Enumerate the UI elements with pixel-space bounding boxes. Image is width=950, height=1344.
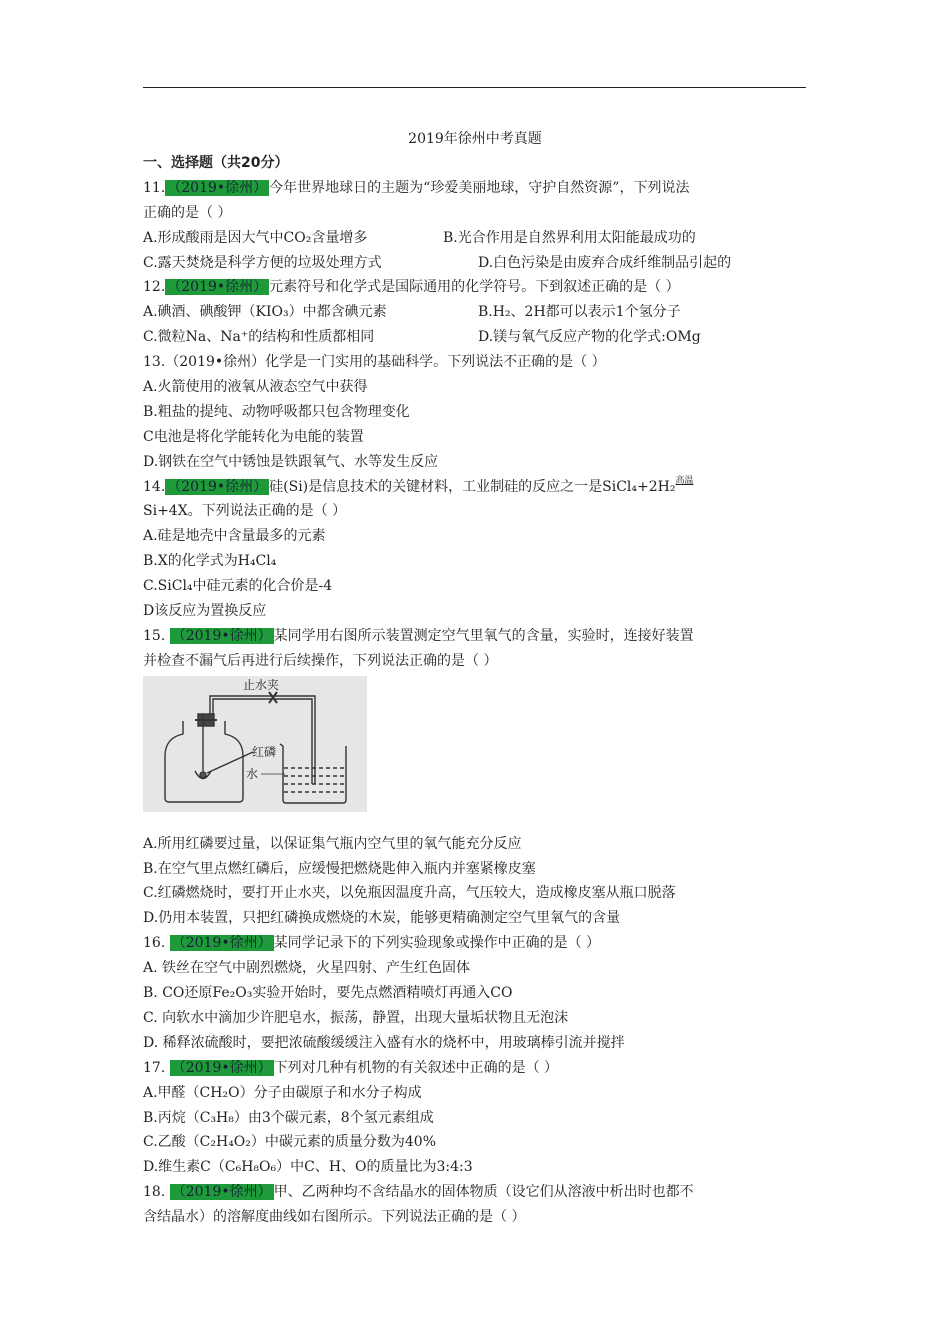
option-b: B.在空气里点燃红磷后，应缓慢把燃烧匙伸入瓶内并塞紧橡皮塞 [143, 860, 536, 877]
question-14-stem: 14. （2019•徐州） 硅(Si)是信息技术的关键材料，工业制硅的反应之一是SiCl₄+2H₂$^{高温}$ [143, 475, 694, 495]
question-15-stem: 15. （2019•徐州） 某同学用右图所示装置测定空气里氧气的含量，实验时，连接好装置 [143, 627, 694, 644]
question-18-stem: 18. （2019•徐州） 甲、乙两种均不含结晶水的固体物质（设它们从溶液中析出时也都不 [143, 1184, 694, 1201]
option-d: D. 稀释浓硫酸时，要把浓硫酸缓缓注入盛有水的烧杯中，用玻璃棒引流并搅拌 [143, 1034, 625, 1051]
page-title: 2019年徐州中考真题 [408, 131, 542, 147]
question-18-stem-cont: 含结晶水）的溶解度曲线如右图所示。下列说法正确的是（ ） [143, 1209, 526, 1226]
option-c: C. 向软水中滴加少许肥皂水，振荡，静置，出现大量垢状物且无泡沫 [143, 1009, 569, 1026]
option-a: A.碘酒、碘酸钾（KIO₃）中都含碘元素 [143, 304, 387, 321]
question-14-stem-cont: Si+4X。下列说法正确的是（ ） [143, 503, 347, 520]
question-12-options-cd [143, 325, 806, 350]
option-c: C.露天焚烧是科学方便的垃圾处理方式 [143, 254, 382, 271]
option-b: B.X的化学式为H₄Cl₄ [143, 553, 277, 570]
source-tag: （2019•徐州） [167, 478, 268, 495]
option-c: C电池是将化学能转化为电能的装置 [143, 428, 364, 445]
question-11-stem-cont: 正确的是（ ） [143, 204, 232, 221]
question-12-stem: 12. （2019•徐州） 元素符号和化学式是国际通用的化学符号。下到叙述正确的是（ ） [143, 279, 680, 296]
reaction-condition: 高温 [675, 475, 694, 486]
question-13-stem: 13.（2019•徐州）化学是一门实用的基础科学。下列说法不正确的是（ ） [143, 354, 606, 371]
option-a: A. 铁丝在空气中剧烈燃烧，火星四射、产生红色固体 [143, 960, 471, 977]
question-17-stem: 17. （2019•徐州） 下列对几种有机物的有关叙述中正确的是（ ） [143, 1059, 559, 1076]
document-body [143, 151, 806, 1230]
option-a: A.形成酸雨是因大气中CO₂含量增多 [143, 229, 368, 246]
option-a: A.火箭使用的液氧从液态空气中获得 [143, 379, 368, 396]
option-d: D.仍用本装置，只把红磷换成燃烧的木炭，能够更精确测定空气里氧气的含量 [143, 910, 621, 927]
source-tag: （2019•徐州） [167, 179, 268, 196]
question-11-options-ab [143, 226, 806, 251]
question-11-stem: 11. （2019•徐州） 今年世界地球日的主题为“珍爱美丽地球，守护自然资源”，下列说法 [143, 179, 690, 196]
header-rule [143, 87, 806, 88]
label-phosphorus: 红磷 [252, 744, 277, 759]
label-water: 水 [246, 766, 259, 781]
source-tag: （2019•徐州） [171, 627, 272, 644]
label-clamp: 止水夹 [243, 677, 280, 692]
glass-tube [210, 696, 315, 784]
option-b: B.H₂、2H都可以表示1个氢分子 [478, 304, 681, 321]
source-tag: （2019•徐州） [171, 1184, 272, 1201]
option-a: A.甲醛（CH₂O）分子由碳原子和水分子构成 [143, 1084, 422, 1101]
option-c: C.SiCl₄中硅元素的化合价是-4 [143, 578, 333, 595]
apparatus-figure [143, 676, 367, 812]
question-12-options-ab [143, 300, 806, 325]
option-d: D.白色污染是由废弃合成纤维制品引起的 [478, 254, 732, 271]
option-c: C.微粒Na、Na⁺的结构和性质都相同 [143, 329, 375, 346]
option-a: A.硅是地壳中含量最多的元素 [143, 528, 326, 545]
option-d: D.镁与氧气反应产物的化学式:OMg [478, 329, 701, 346]
section-heading: 一、选择题（共20分） [143, 155, 289, 171]
question-15-stem-cont: 并检查不漏气后再进行后续操作，下列说法正确的是（ ） [143, 652, 498, 669]
option-b: B.光合作用是自然界利用太阳能最成功的 [443, 229, 696, 246]
option-b: B.粗盐的提纯、动物呼吸都只包含物理变化 [143, 403, 410, 420]
option-d: D.维生素C（C₆H₈O₆）中C、H、O的质量比为3:4:3 [143, 1159, 473, 1176]
water-clamp [269, 692, 277, 703]
option-b: B.丙烷（C₃H₈）由3个碳元素，8个氢元素组成 [143, 1109, 434, 1126]
question-16-stem: 16. （2019•徐州） 某同学记录下的下列实验现象或操作中正确的是（ ） [143, 935, 601, 952]
option-d: D.钢铁在空气中锈蚀是铁跟氧气、水等发生反应 [143, 453, 439, 470]
option-c: C.红磷燃烧时，要打开止水夹，以免瓶因温度升高，气压较大，造成橡皮塞从瓶口脱落 [143, 885, 676, 902]
source-tag: （2019•徐州） [171, 935, 272, 952]
option-b: B. CO还原Fe₂O₃实验开始时，要先点燃酒精喷灯再通入CO [143, 985, 513, 1002]
option-c: C.乙酸（C₂H₄O₂）中碳元素的质量分数为40% [143, 1134, 437, 1151]
option-d: D该反应为置换反应 [143, 603, 267, 620]
option-a: A.所用红磷要过量，以保证集气瓶内空气里的氧气能充分反应 [143, 835, 522, 852]
question-11-options-cd [143, 251, 806, 276]
source-tag: （2019•徐州） [167, 279, 268, 296]
source-tag: （2019•徐州） [171, 1059, 272, 1076]
